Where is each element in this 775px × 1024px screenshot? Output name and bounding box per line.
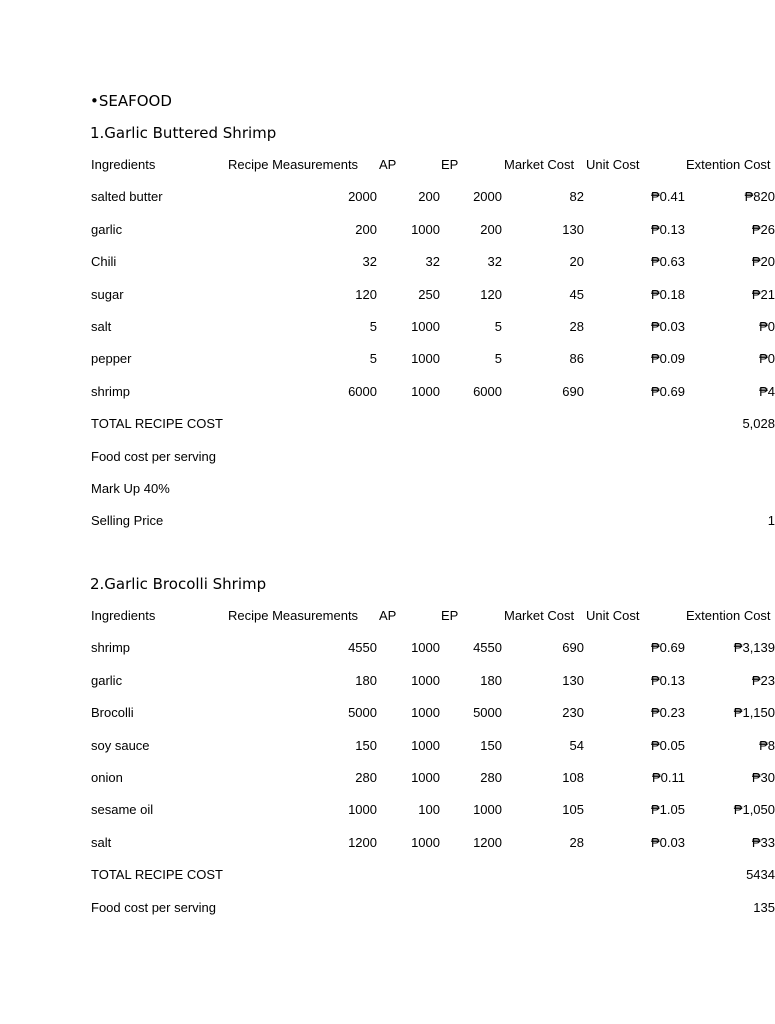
- ingredient-name: shrimp: [91, 640, 131, 656]
- unit-cost: ₱0.09: [651, 351, 685, 367]
- unit-cost: ₱0.18: [651, 286, 685, 302]
- ingredient-name: soy sauce: [91, 737, 150, 753]
- ap-value: 1000: [411, 672, 440, 688]
- ap-value: 1000: [411, 640, 440, 656]
- market-cost: 230: [562, 705, 584, 721]
- summary-label: TOTAL RECIPE COST: [91, 867, 223, 883]
- recipe-measurement: 2000: [348, 189, 377, 205]
- recipe-measurement: 1000: [348, 802, 377, 818]
- recipe-measurement: 5: [369, 351, 377, 367]
- summary-label: Selling Price: [91, 513, 164, 529]
- ingredient-name: salted butter: [91, 189, 163, 205]
- header-recipe-measurements: Recipe Measurements: [228, 608, 359, 623]
- header-market-cost: Market Cost: [504, 157, 575, 172]
- unit-cost: ₱0.13: [651, 672, 685, 688]
- unit-cost: ₱0.41: [651, 189, 685, 205]
- unit-cost: ₱0.11: [651, 770, 685, 785]
- ingredient-name: pepper: [91, 351, 132, 367]
- recipe-measurement: 32: [362, 254, 377, 270]
- extention-cost: ₱30: [751, 770, 775, 785]
- header-ap: AP: [379, 157, 397, 172]
- ep-value: 4550: [473, 640, 502, 656]
- extention-cost: ₱3,139: [733, 640, 775, 656]
- market-cost: 45: [569, 286, 584, 302]
- unit-cost: ₱0.13: [651, 221, 685, 237]
- ap-value: 1000: [411, 737, 440, 753]
- ep-value: 5000: [473, 705, 502, 721]
- recipe-measurement: 4550: [348, 640, 377, 656]
- unit-cost: ₱0.03: [651, 319, 685, 334]
- ep-value: 2000: [473, 189, 502, 205]
- market-cost: 82: [569, 189, 584, 205]
- ingredient-name: garlic: [91, 221, 123, 237]
- extention-cost: ₱21: [751, 286, 775, 302]
- ap-value: 1000: [411, 383, 440, 399]
- market-cost: 690: [562, 383, 584, 399]
- extention-cost: ₱0: [759, 351, 775, 367]
- market-cost: 105: [562, 802, 584, 818]
- ep-value: 1000: [473, 802, 502, 818]
- ingredient-name: onion: [91, 770, 123, 785]
- recipe-measurement: 5000: [348, 705, 377, 721]
- extention-cost: ₱33: [751, 834, 775, 850]
- ep-value: 6000: [473, 383, 502, 399]
- header-unit-cost: Unit Cost: [586, 157, 640, 172]
- ep-value: 5: [494, 351, 502, 367]
- extention-cost: ₱20: [751, 254, 775, 270]
- summary-value: 5434: [746, 867, 775, 883]
- ep-value: 200: [480, 221, 502, 237]
- ep-value: 5: [494, 319, 502, 334]
- header-ingredients: Ingredients: [91, 608, 156, 623]
- header-market-cost: Market Cost: [504, 608, 575, 623]
- ep-value: 280: [480, 770, 502, 785]
- unit-cost: ₱0.23: [651, 705, 685, 721]
- ep-value: 180: [480, 672, 502, 688]
- extention-cost: ₱1,050: [733, 802, 775, 818]
- unit-cost: ₱0.03: [651, 834, 685, 850]
- header-ep: EP: [441, 157, 459, 172]
- recipe-measurement: 5: [369, 319, 377, 334]
- recipe-measurement: 200: [355, 221, 377, 237]
- unit-cost: ₱0.05: [651, 737, 685, 753]
- header-recipe-measurements: Recipe Measurements: [228, 157, 359, 172]
- summary-value: 5,028: [742, 416, 775, 432]
- unit-cost: ₱0.69: [651, 383, 685, 399]
- market-cost: 690: [562, 640, 584, 656]
- ingredient-name: sugar: [91, 286, 124, 302]
- ap-value: 1000: [411, 319, 440, 334]
- ap-value: 1000: [411, 705, 440, 721]
- ap-value: 250: [418, 286, 440, 302]
- recipe-measurement: 1200: [348, 834, 377, 850]
- extention-cost: ₱0: [759, 319, 775, 334]
- recipe-title: 1.Garlic Buttered Shrimp: [90, 124, 277, 142]
- ingredient-name: salt: [91, 834, 112, 850]
- recipe-measurement: 180: [355, 672, 377, 688]
- market-cost: 86: [569, 351, 584, 367]
- extention-cost: ₱8: [759, 737, 775, 753]
- recipe-measurement: 150: [355, 737, 377, 753]
- ap-value: 32: [425, 254, 440, 270]
- ingredient-name: salt: [91, 319, 112, 334]
- market-cost: 28: [569, 319, 584, 334]
- ingredient-name: shrimp: [91, 383, 131, 399]
- section-title: •SEAFOOD: [90, 92, 172, 110]
- recipe-measurement: 280: [355, 770, 377, 785]
- header-ep: EP: [441, 608, 459, 623]
- recipe-measurement: 120: [355, 286, 377, 302]
- extention-cost: ₱4: [759, 383, 775, 399]
- header-ap: AP: [379, 608, 397, 623]
- header-ingredients: Ingredients: [91, 157, 156, 172]
- summary-label: TOTAL RECIPE COST: [91, 416, 223, 432]
- market-cost: 54: [569, 737, 584, 753]
- ingredient-name: Brocolli: [91, 705, 134, 721]
- summary-label: Food cost per serving: [91, 899, 217, 915]
- ep-value: 150: [480, 737, 502, 753]
- ap-value: 1000: [411, 351, 440, 367]
- summary-value: 135: [753, 899, 775, 915]
- market-cost: 28: [569, 834, 584, 850]
- ep-value: 32: [487, 254, 502, 270]
- extention-cost: ₱1,150: [733, 705, 775, 721]
- extention-cost: ₱23: [751, 672, 775, 688]
- extention-cost: ₱26: [751, 221, 775, 237]
- header-extention-cost: Extention Cost: [686, 157, 771, 172]
- ingredient-name: Chili: [91, 254, 117, 270]
- ap-value: 1000: [411, 770, 440, 785]
- ep-value: 120: [480, 286, 502, 302]
- ingredient-name: sesame oil: [91, 802, 154, 818]
- ap-value: 200: [418, 189, 440, 205]
- ap-value: 1000: [411, 221, 440, 237]
- unit-cost: ₱0.63: [651, 254, 685, 270]
- ap-value: 100: [418, 802, 440, 818]
- market-cost: 20: [569, 254, 584, 270]
- header-unit-cost: Unit Cost: [586, 608, 640, 623]
- ingredient-name: garlic: [91, 672, 123, 688]
- market-cost: 108: [562, 770, 584, 785]
- unit-cost: ₱1.05: [651, 802, 685, 818]
- recipe-measurement: 6000: [348, 383, 377, 399]
- market-cost: 130: [562, 672, 584, 688]
- summary-value: 1: [767, 513, 775, 529]
- recipe-title: 2.Garlic Brocolli Shrimp: [90, 575, 267, 593]
- market-cost: 130: [562, 221, 584, 237]
- header-extention-cost: Extention Cost: [686, 608, 771, 623]
- summary-label: Food cost per serving: [91, 448, 217, 464]
- summary-label: Mark Up 40%: [91, 481, 170, 496]
- extention-cost: ₱820: [744, 189, 775, 205]
- ap-value: 1000: [411, 834, 440, 850]
- ep-value: 1200: [473, 834, 502, 850]
- unit-cost: ₱0.69: [651, 640, 685, 656]
